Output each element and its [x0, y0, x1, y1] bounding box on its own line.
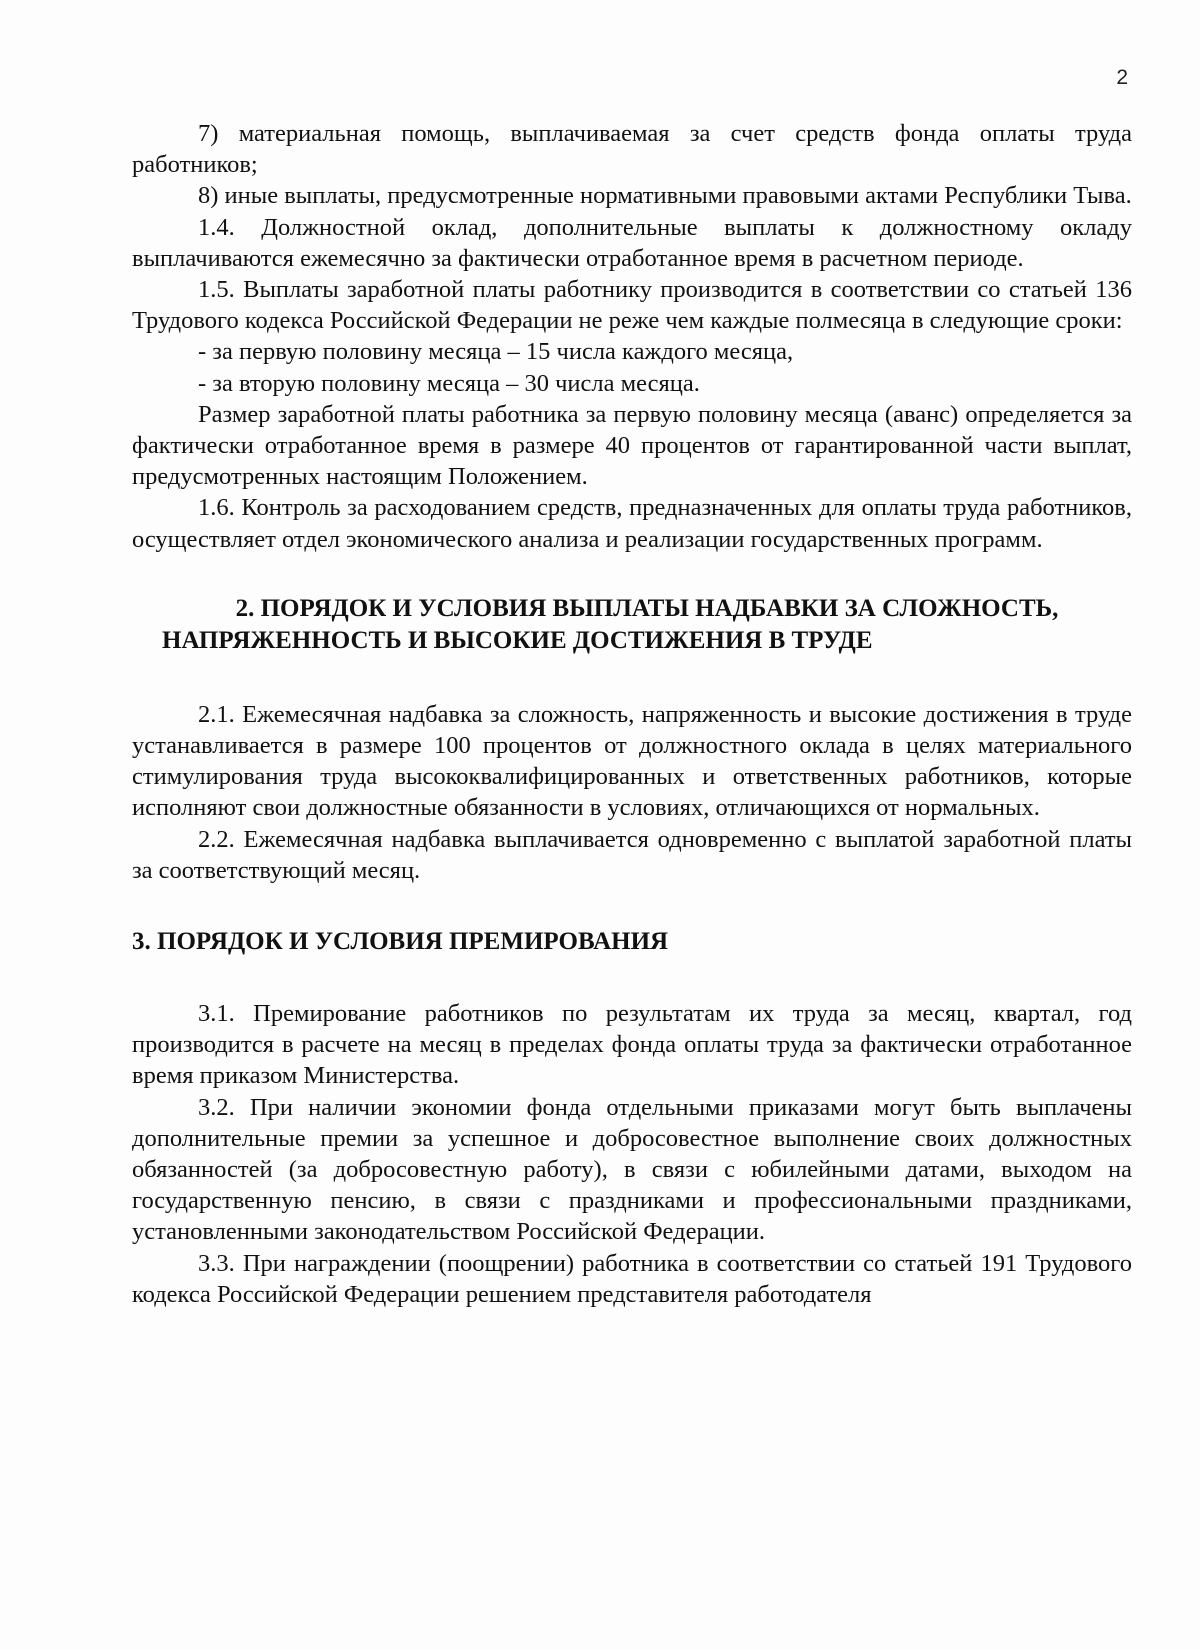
- page-number: 2: [1116, 66, 1128, 89]
- paragraph: 1.4. Должностной оклад, дополнительные выплаты к должностному окладу выплачиваются ежемесячно за фактически отработанное время в расчетном периоде.: [132, 213, 1132, 272]
- paragraph: - за первую половину месяца – 15 числа каждого месяца,: [198, 338, 794, 366]
- document-body: [132, 118, 1132, 1310]
- section-heading: 3. ПОРЯДОК И УСЛОВИЯ ПРЕМИРОВАНИЯ: [132, 928, 669, 956]
- paragraph: Размер заработной платы работника за первую половину месяца (аванс) определяется за фактически отработанное время в размере 40 процентов от гарантированной части выплат, предусмотренных настоящим Положением.: [132, 400, 1132, 491]
- paragraph: 3.2. При наличии экономии фонда отдельными приказами могут быть выплачены дополнительные премии за успешное и добросовестное выполнение своих должностных обязанностей (за добросовестную работу), в связи с юбилейными датами, выходом на государственную пенсию, в связи с праздниками и профессиональными праздниками, установленными законодательством Российской Федерации.: [132, 1093, 1132, 1246]
- paragraph: 3.1. Премирование работников по результатам их труда за месяц, квартал, год производится в расчете на месяц в пределах фонда оплаты труда за фактически отработанное время приказом Министерства.: [132, 1000, 1132, 1090]
- paragraph: - за вторую половину месяца – 30 числа месяца.: [198, 369, 700, 397]
- section-heading: 2. ПОРЯДОК И УСЛОВИЯ ВЫПЛАТЫ НАДБАВКИ ЗА СЛОЖНОСТЬ, НАПРЯЖЕННОСТЬ И ВЫСОКИЕ ДОСТИЖЕНИЯ В ТРУДЕ: [162, 594, 1059, 654]
- paragraph: 1.6. Контроль за расходованием средств, предназначенных для оплаты труда работников, осуществляет отдел экономического анализа и реализации государственных программ.: [132, 494, 1132, 553]
- paragraph: 2.2. Ежемесячная надбавка выплачивается одновременно с выплатой заработной платы за соответствующий месяц.: [132, 825, 1132, 884]
- paragraph: 3.3. При награждении (поощрении) работника в соответствии со статьей 191 Трудового кодекса Российской Федерации решением представителя работодателя: [132, 1249, 1132, 1308]
- paragraph: 8) иные выплаты, предусмотренные нормативными правовыми актами Республики Тыва.: [198, 182, 1132, 210]
- paragraph: 2.1. Ежемесячная надбавка за сложность, напряженность и высокие достижения в труде устанавливается в размере 100 процентов от должностного оклада в целях материального стимулирования труда высококвалифицированных и ответственных работников, которые исполняют свои должностные обязанности в условиях, отличающихся от нормальных.: [132, 700, 1132, 822]
- paragraph: 7) материальная помощь, выплачиваемая за счет средств фонда оплаты труда работников;: [132, 120, 1132, 179]
- paragraph: 1.5. Выплаты заработной платы работнику производится в соответствии со статьей 136 Трудового кодекса Российской Федерации не реже чем каждые полмесяца в следующие сроки:: [132, 276, 1132, 335]
